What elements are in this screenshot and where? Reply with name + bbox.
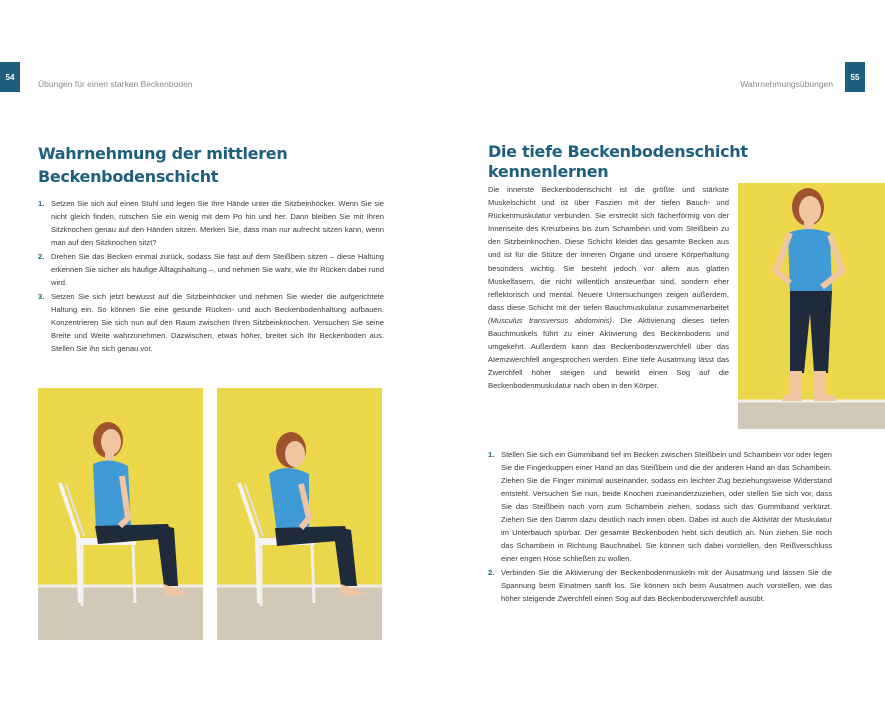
latin-term: (Musculus transversus abdominis) — [488, 315, 612, 325]
list-item — [488, 566, 832, 605]
photo-standing — [738, 183, 885, 429]
step-number: 2. — [38, 252, 45, 261]
intro-paragraph — [488, 183, 729, 393]
intro-text-1: Die innerste Beckenbodenschicht ist die größte und stärkste Muskelschicht und ist über Faszien mit der tiefen Bauch- und Rückenmuskulatur verbunden. Sie erstreckt sich fächerförmig von der Innenseite des Kreuzbeins bis zum Schambein und vom Steißbein zu den Sitzbeinknochen. Diese Schicht kleidet das gesamte Becken aus und ist für die Stütze der inneren Organe und unsere Körperhaltung besonders wichtig. Sie besteht jedoch vor allem aus glatten Muskelfasern, die nicht willentlich ansteuerbar sind, sondern eher reflektorisch und mental. Neuere Untersuchungen zeigen außerdem, dass diese Schicht mit der tiefen Bauchmuskulatur zusammenarbeitet — [488, 185, 729, 312]
step-number: 1. — [488, 450, 495, 459]
page-title-left — [38, 142, 368, 188]
running-head-right: Wahrnehmungsübungen — [740, 79, 833, 89]
intro-text-2: . Die Aktivierung dieses tiefen Bauchmuskels führt zu einer Aktivierung des Beckenbodens und umgekehrt. Außerdem kann das Beckenbodenzwerchfell über das Atemzwerchfell angesprochen werden. Eine tiefe Ausatmung lässt das Zwerchfell höher steigen und bewirkt einen Sog auf die Beckenbodenmuskulatur nach oben in den Körper. — [488, 315, 729, 391]
list-item — [38, 250, 384, 289]
step-text: Stellen Sie sich ein Gummiband tief im Becken zwischen Steißbein und Schambein vor oder legen Sie die Fingerkuppen einer Hand an das Steißbein und die der anderen Hand an das Schambein. Ziehen Sie die Finger minimal auseinander, sodass ein leichter Zug beziehungsweise Widerstand entsteht. Versuchen Sie nun, beide Knochen zueinanderzuziehen, oder stellen Sie sich vor, dass Sie das Steißbein nach vorn zum Schambein ziehen, sodass sich das Gummiband verkürzt. Ziehen Sie den Damm dazu deutlich nach innen oben. Dabei ist auch die Aktivität der Muskulatur im Unterbauch spürbar. Der gesamte Beckenboden hebt sich deutlich an. Nun ziehen Sie noch das Schambein in Richtung Bauchnabel. Sie können sich dabei vorstellen, den Reißverschluss einer engen Hose schließen zu wollen. — [501, 450, 832, 563]
list-item — [38, 290, 384, 355]
step-number: 2. — [488, 568, 495, 577]
title-line-2: Beckenbodenschicht — [38, 167, 219, 186]
running-head-left: Übungen für einen starken Beckenboden — [38, 79, 193, 89]
step-text: Drehen Sie das Becken einmal zurück, sodass Sie fast auf dem Steißbein sitzen – diese Haltung erkennen Sie sicher als häufige Alltagshaltung –, und nehmen Sie wahr, wie Ihr Rücken dabei rund wird. — [51, 252, 384, 287]
photo-slouched-sitting — [217, 388, 382, 640]
step-text: Verbinden Sie die Aktivierung der Beckenbodenmuskeln mit der Ausatmung und lassen Sie die Spannung beim Einatmen sanft los. Sie können sich beim Ausatmen auch vorstellen, wie das höher steigende Zwerchfell einen Sog auf das Beckenbodenzwerchfell ausübt. — [501, 568, 832, 603]
title-line-1: Wahrnehmung der mittleren — [38, 144, 288, 163]
list-item — [488, 448, 832, 565]
page-number-right: 55 — [845, 62, 865, 92]
page-number-left: 54 — [0, 62, 20, 92]
photo-upright-sitting — [38, 388, 203, 640]
step-number: 3. — [38, 292, 45, 301]
step-number: 1. — [38, 199, 45, 208]
exercise-steps-left — [38, 197, 384, 356]
step-text: Setzen Sie sich jetzt bewusst auf die Sitzbeinhöcker und nehmen Sie wieder die aufgerichtete Haltung ein. So können Sie eine gesunde Rücken- und auch Beckenbodenhaltung aufbauen. Konzentrieren Sie sich nun auf den Raum zwischen Ihren Sitzbeinknochen. Versuchen Sie seine Breite und Weite wahrzunehmen. Dazwischen, etwas höher, breitet sich Ihr Beckenboden aus. Stellen Sie ihn sich genau vor. — [51, 292, 384, 353]
list-item — [38, 197, 384, 249]
step-text: Setzen Sie sich auf einen Stuhl und legen Sie Ihre Hände unter die Sitzbeinhöcker. Wenn Sie sie nicht gleich finden, rutschen Sie ein wenig mit dem Po hin und her. Dann bleiben Sie mit Ihren Sitzknochen genau auf den Händen sitzen. Merken Sie, dass man nur aufrecht sitzen kann, wenn man auf den Sitzknochen sitzt? — [51, 199, 384, 247]
exercise-steps-right — [488, 448, 832, 606]
page-title-right: Die tiefe Beckenbodenschicht kennenlernen — [488, 142, 748, 181]
